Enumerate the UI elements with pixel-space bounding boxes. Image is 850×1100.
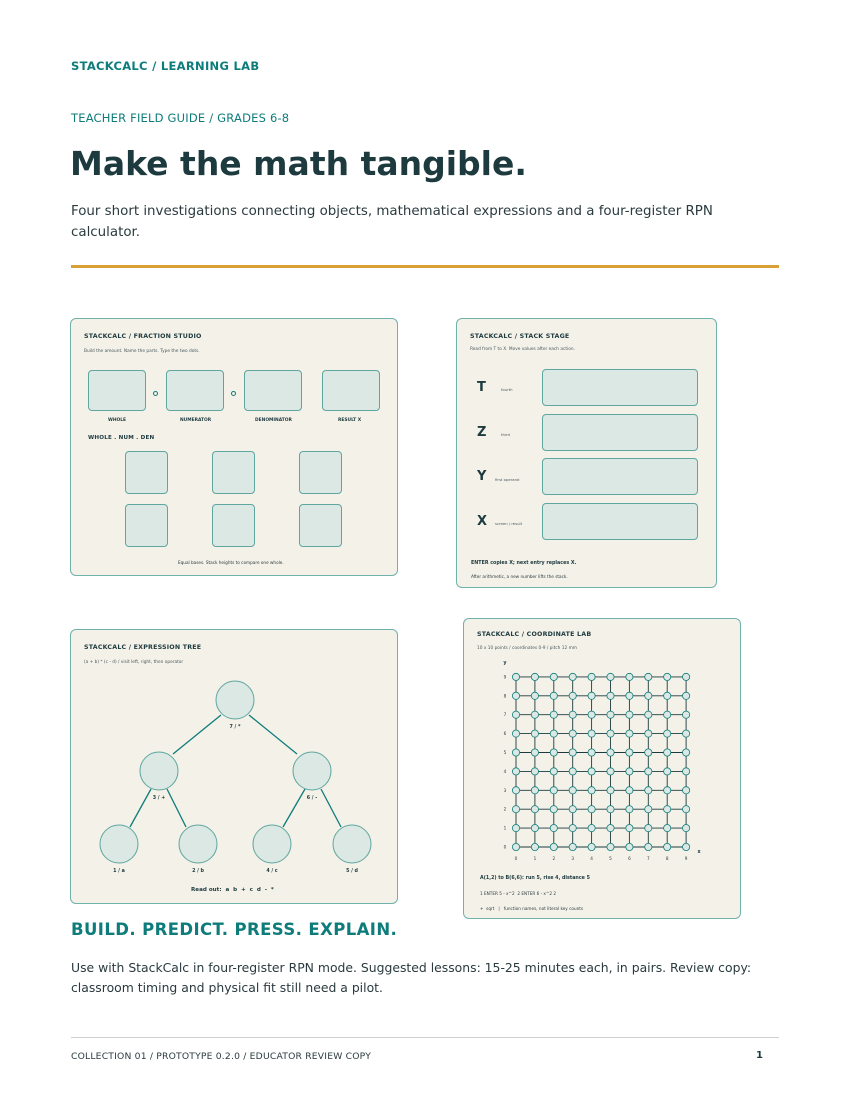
grid-point [588,787,595,794]
guide-kicker: TEACHER FIELD GUIDE / GRADES 6-8 [71,111,290,125]
page-number: 1 [756,1050,763,1061]
grid-point [664,843,671,850]
stack-tile [212,451,255,494]
expression-readout: Read out: a b + c d - * [191,887,274,893]
grid-point [550,749,557,756]
tree-label-c: 4 / c [266,869,278,874]
tree-label-a: 1 / a [113,869,125,874]
closing-heading: BUILD. PREDICT. PRESS. EXPLAIN. [71,920,398,939]
grid-point [683,825,690,832]
grid-point [607,825,614,832]
footer-text: COLLECTION 01 / PROTOTYPE 0.2.0 / EDUCATOR REVIEW COPY [71,1051,372,1062]
stack-tile [299,504,342,547]
grid-point [664,749,671,756]
grid-point [626,692,633,699]
grid-point [626,768,633,775]
grid-point [588,843,595,850]
tree-edge [173,715,221,754]
coordinate-lab-card [463,618,741,919]
grid-point [626,787,633,794]
grid-point [550,843,557,850]
grid-point [512,711,519,718]
y-tick-label: 7 [503,712,507,718]
grid-point [550,825,557,832]
fraction-studio-footer: Equal bases. Stack heights to compare one whole. [178,560,284,565]
grid-point [588,692,595,699]
coordinate-lab-subtitle: 10 x 10 points / coordinates 0-9 / pitch 12 mm [477,646,577,651]
tree-node-c [253,825,291,863]
register-t-label: T [477,380,486,395]
grid-point [683,730,690,737]
coordinate-keys: 1 ENTER 5 - x^2 2 ENTER 6 - x^2 2 [480,891,557,896]
tree-edge [130,789,151,827]
register-t-note: fourth [501,387,513,392]
stack-tile [125,504,168,547]
tree-edge [167,789,186,827]
register-y-label: Y [477,469,487,484]
y-tick-label: 6 [503,731,507,737]
grid-point [607,692,614,699]
grid-point [626,843,633,850]
coordinate-lab-title: STACKCALC / COORDINATE LAB [477,631,592,638]
y-axis-label: y [503,660,507,666]
grid-point [645,843,652,850]
grid-point [512,768,519,775]
separator-dot-icon [153,391,158,396]
stack-stage-title: STACKCALC / STACK STAGE [470,333,570,340]
tree-node-root [216,681,254,719]
grid-point [626,825,633,832]
tree-node-a [100,825,138,863]
grid-point [569,787,576,794]
expression-tree-diagram [71,630,399,905]
tree-label-d: 5 / d [346,869,358,874]
grid-point [645,749,652,756]
register-z-note: third [501,432,510,437]
grid-point [550,730,557,737]
grid-point [626,749,633,756]
y-tick-label: 1 [503,825,507,831]
grid-point [550,806,557,813]
tree-node-right [293,752,331,790]
grid-point [645,768,652,775]
y-tick-label: 8 [503,693,507,699]
page-title: Make the math tangible. [70,144,527,183]
closing-paragraph: Use with StackCalc in four-register RPN mode. Suggested lessons: 15-25 minutes each, in pairs. Review copy: classroom timing and physical fit still need a pilot. [71,960,752,995]
slot-denominator [244,370,302,411]
fraction-studio-subtitle: Build the amount. Name the parts. Type the two dots. [84,349,200,354]
grid-point [607,768,614,775]
grid-point [588,730,595,737]
tree-edge [321,789,341,827]
stack-tile [125,451,168,494]
x-tick-label: 4 [590,856,593,861]
grid-point [550,711,557,718]
grid-point [607,673,614,680]
grid-point [683,749,690,756]
grid-point [664,673,671,680]
register-x-note: screen / result [495,521,523,526]
fraction-studio-title: STACKCALC / FRACTION STUDIO [84,333,202,340]
x-tick-label: 2 [552,856,556,861]
grid-point [683,673,690,680]
x-tick-label: 7 [646,856,650,861]
grid-point [569,673,576,680]
tree-label-right: 6 / - [306,796,318,801]
grid-point [569,843,576,850]
grid-point [664,768,671,775]
slot-label-denominator: DENOMINATOR [255,418,292,423]
key-sequence-label: WHOLE . NUM . DEN [88,435,155,441]
grid-point [683,711,690,718]
y-tick-label: 5 [503,750,507,755]
coordinate-legend: + sqrt | function names, not literal key counts [480,906,584,911]
stack-stage-card [456,318,717,588]
grid-point [626,673,633,680]
grid-point [664,787,671,794]
grid-point [683,843,690,850]
grid-point [607,711,614,718]
grid-point [645,825,652,832]
grid-point [512,730,519,737]
tree-label-left: 3 / + [152,796,166,801]
grid-point [645,806,652,813]
tree-node-d [333,825,371,863]
grid-point [588,749,595,756]
grid-point [607,806,614,813]
x-tick-label: 1 [533,856,537,861]
brand-label: STACKCALC / LEARNING LAB [71,59,260,73]
grid-point [607,787,614,794]
x-tick-label: 6 [628,856,631,861]
grid-point [645,711,652,718]
grid-point [512,692,519,699]
grid-point [645,673,652,680]
grid-point [531,749,538,756]
register-x-slot [542,503,698,540]
tree-node-b [179,825,217,863]
tree-edge [283,789,305,827]
grid-point [531,711,538,718]
grid-point [683,787,690,794]
grid-point [588,768,595,775]
expression-tree-card [70,629,398,904]
y-tick-label: 0 [503,844,507,850]
grid-point [512,843,519,850]
grid-point [531,787,538,794]
header-divider [71,265,779,268]
grid-point [588,825,595,832]
slot-label-whole: WHOLE [108,418,127,423]
grid-point [569,768,576,775]
y-tick-label: 9 [503,674,507,680]
grid-point [645,730,652,737]
grid-point [607,749,614,756]
grid-point [588,806,595,813]
grid-point [531,673,538,680]
grid-point [645,787,652,794]
grid-point [531,692,538,699]
grid-point [588,711,595,718]
grid-point [531,768,538,775]
x-axis-label: x [697,850,701,855]
grid-point [569,711,576,718]
coordinate-grid [464,619,742,869]
tree-label-root: 7 / * [229,725,241,730]
separator-dot-icon [231,391,236,396]
grid-point [531,843,538,850]
stack-stage-subtitle: Read from T to X. Move values after each action. [470,347,575,352]
register-t-slot [542,369,698,406]
grid-point [588,673,595,680]
stack-stage-note: After arithmetic, a new number lifts the stack. [471,574,568,579]
grid-point [512,825,519,832]
x-tick-label: 8 [665,856,669,861]
grid-point [607,843,614,850]
grid-point [569,825,576,832]
grid-point [531,730,538,737]
grid-point [550,673,557,680]
grid-point [645,692,652,699]
grid-point [512,806,519,813]
register-z-label: Z [477,425,487,440]
tree-label-b: 2 / b [192,869,204,874]
grid-point [664,692,671,699]
grid-point [664,711,671,718]
y-tick-label: 4 [503,768,507,774]
grid-point [550,787,557,794]
footer-divider [71,1037,779,1038]
grid-point [683,692,690,699]
grid-point [626,806,633,813]
register-z-slot [542,414,698,451]
grid-point [664,806,671,813]
grid-point [683,806,690,813]
stack-stage-rule: ENTER copies X; next entry replaces X. [471,561,577,566]
grid-point [512,673,519,680]
intro-paragraph: Four short investigations connecting objects, mathematical expressions and a four-register RPN calculator. [71,204,713,240]
x-tick-label: 3 [571,856,575,861]
grid-point [607,730,614,737]
grid-point [626,711,633,718]
register-y-note: first operand [495,477,520,482]
slot-numerator [166,370,224,411]
grid-point [550,692,557,699]
x-tick-label: 9 [684,856,688,861]
fraction-studio-card [70,318,398,576]
x-tick-label: 0 [514,856,518,861]
grid-point [512,749,519,756]
grid-point [569,806,576,813]
grid-point [683,768,690,775]
tree-edge [249,715,297,754]
y-tick-label: 2 [503,806,507,812]
stack-tile [299,451,342,494]
slot-result [322,370,380,411]
expression-tree-subtitle: (a + b) * (c - d) / visit left, right, then operator [84,660,184,665]
grid-point [569,692,576,699]
grid-point [550,768,557,775]
grid-point [531,825,538,832]
register-y-slot [542,458,698,495]
x-tick-label: 5 [609,856,612,861]
slot-label-numerator: NUMERATOR [180,418,212,423]
grid-point [531,806,538,813]
grid-point [664,730,671,737]
grid-point [569,730,576,737]
slot-label-result: RESULT X [338,418,362,423]
coordinate-problem: A(1,2) to B(6,6): run 5, rise 4, distance 5 [480,876,590,881]
stack-tile [212,504,255,547]
expression-tree-title: STACKCALC / EXPRESSION TREE [84,644,202,651]
tree-node-left [140,752,178,790]
y-tick-label: 3 [503,787,507,793]
grid-point [569,749,576,756]
slot-whole [88,370,146,411]
grid-point [664,825,671,832]
grid-point [512,787,519,794]
grid-point [626,730,633,737]
register-x-label: X [477,514,488,529]
